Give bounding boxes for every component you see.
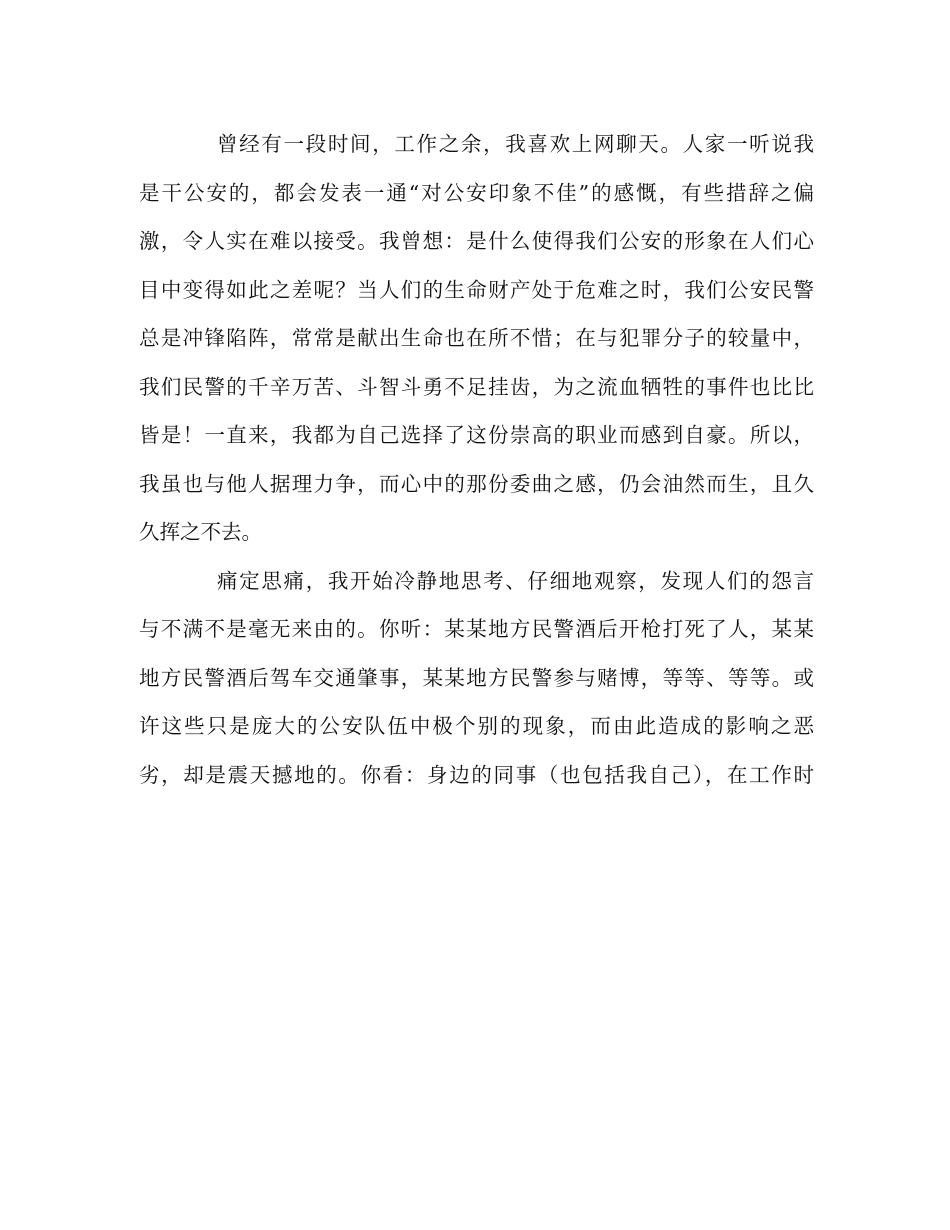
paragraph-line: 激，令人实在难以接受。我曾想：是什么使得我们公安的形象在人们心 xyxy=(139,229,814,253)
paragraph-line: 总是冲锋陷阵，常常是献出生命也在所不惜；在与犯罪分子的较量中， xyxy=(139,326,814,350)
paragraph-line: 地方民警酒后驾车交通肇事，某某地方民警参与赌博，等等、等等。或 xyxy=(139,665,814,690)
paragraph-line: 皆是！一直来，我都为自己选择了这份崇高的职业而感到自豪。所以， xyxy=(139,423,814,447)
paragraph-line: 是干公安的，都会发表一通“对公安印象不佳”的感慨，有些措辞之偏 xyxy=(139,180,814,205)
document-body xyxy=(139,124,814,803)
paragraph-line: 痛定思痛，我开始冷静地思考、仔细地观察，发现人们的怨言 xyxy=(217,568,814,593)
paragraph-line: 劣，却是震天撼地的。你看：身边的同事（也包括我自己），在工作时 xyxy=(139,762,814,787)
paragraph-line: 与不满不是毫无来由的。你听：某某地方民警酒后开枪打死了人，某某 xyxy=(139,617,814,641)
paragraph-line: 目中变得如此之差呢？当人们的生命财产处于危难之时，我们公安民警 xyxy=(139,277,814,302)
paragraph-1 xyxy=(139,124,814,561)
paragraph-line: 曾经有一段时间，工作之余，我喜欢上网聊天。人家一听说我 xyxy=(217,132,814,156)
paragraph-line: 久挥之不去。 xyxy=(139,520,262,544)
paragraph-line: 我们民警的千辛万苦、斗智斗勇不足挂齿，为之流血牺牲的事件也比比 xyxy=(139,374,814,399)
paragraph-2 xyxy=(139,561,814,804)
paragraph-line: 我虽也与他人据理力争，而心中的那份委曲之感，仍会油然而生，且久 xyxy=(139,471,814,496)
paragraph-line: 许这些只是庞大的公安队伍中极个别的现象，而由此造成的影响之恶 xyxy=(139,714,814,738)
